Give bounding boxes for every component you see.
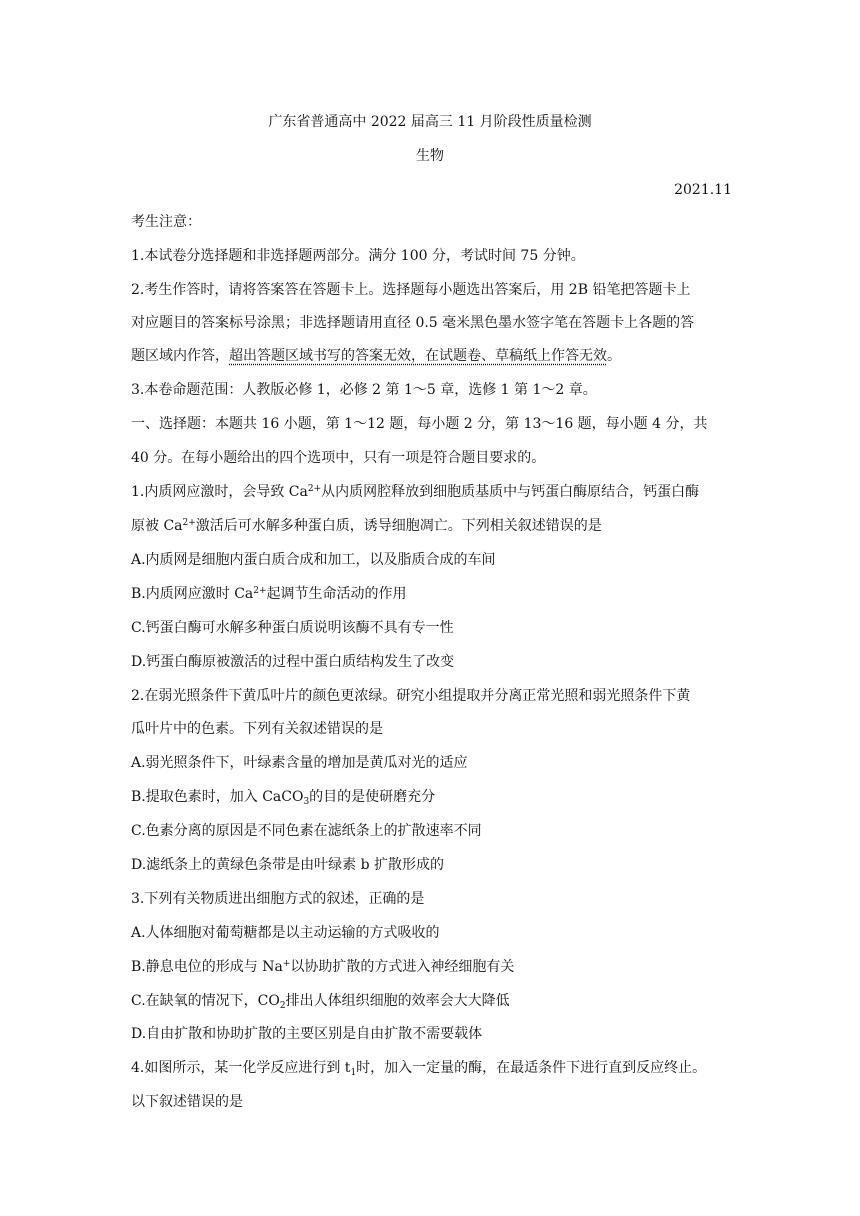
notice-emphasis-text: 超出答题区域书写的答案无效，在试题卷、草稿纸上作答无效 bbox=[229, 348, 607, 364]
notice-heading: 考生注意： bbox=[131, 214, 201, 230]
notice-item-2-line-1: 2.考生作答时，请将答案答在答题卡上。选择题每小题选出答案后，用 2B 铅笔把答题卡上 bbox=[131, 282, 691, 298]
q3-stem: 3.下列有关物质进出细胞方式的叙述，正确的是 bbox=[131, 891, 425, 907]
notice-plain-text: 题区域内作答， bbox=[131, 348, 229, 364]
q4-stem-text-b: 时，加入一定量的酶，在最适条件下进行直到反应终止。 bbox=[356, 1060, 707, 1076]
q4-stem-line-2: 以下叙述错误的是 bbox=[131, 1094, 243, 1110]
q2-option-d: D.滤纸条上的黄绿色条带是由叶绿素 b 扩散形成的 bbox=[131, 857, 445, 873]
exam-title: 广东省普通高中 2022 届高三 11 月阶段性质量检测 bbox=[268, 114, 592, 130]
q1-option-d: D.钙蛋白酶原被激活的过程中蛋白质结构发生了改变 bbox=[131, 654, 455, 670]
notice-item-2-line-3 bbox=[131, 346, 621, 366]
q3-option-b bbox=[131, 957, 514, 977]
q1-optb-text-b: 起调节生命活动的作用 bbox=[266, 586, 407, 602]
q2-optb-text-b: 的目的是使研磨充分 bbox=[309, 789, 436, 805]
notice-item-2-line-2: 对应题目的答案标号涂黑；非选择题请用直径 0.5 毫米黑色墨水签字笔在答题卡上各题的答 bbox=[131, 315, 695, 331]
q1-stem-line-1 bbox=[131, 482, 699, 502]
q1-stem-sup: 2+ bbox=[307, 484, 322, 494]
q3-optc-sub: 2 bbox=[279, 1001, 286, 1011]
q2-stem-line-2: 瓜叶片中的色素。下列有关叙述错误的是 bbox=[131, 721, 383, 737]
q4-stem-line-1 bbox=[131, 1058, 706, 1078]
exam-date: 2021.11 bbox=[674, 182, 732, 198]
q2-stem-line-1: 2.在弱光照条件下黄瓜叶片的颜色更浓绿。研究小组提取并分离正常光照和弱光照条件下黄 bbox=[131, 688, 691, 704]
notice-end-punct: 。 bbox=[607, 348, 621, 364]
q3-optc-text-b: 排出人体组织细胞的效率会大大降低 bbox=[285, 993, 510, 1009]
exam-subject: 生物 bbox=[416, 148, 444, 164]
q1-stem-text-a: 1.内质网应激时，会导致 Ca bbox=[131, 484, 308, 500]
q1-option-b bbox=[131, 584, 407, 604]
q4-stem-sub: 1 bbox=[350, 1068, 357, 1078]
q3-optb-text-b: 以协助扩散的方式进入神经细胞有关 bbox=[290, 959, 515, 975]
q2-optb-text-a: B.提取色素时，加入 CaCO bbox=[131, 789, 304, 805]
q1-optb-sup: 2+ bbox=[253, 586, 267, 596]
q1-option-c: C.钙蛋白酶可水解多种蛋白质说明该酶不具有专一性 bbox=[131, 620, 454, 636]
q3-optb-text-a: B.静息电位的形成与 Na bbox=[131, 959, 283, 975]
q1-stem2-text-b: 激活后可水解多种蛋白质，诱导细胞凋亡。下列相关叙述错误的是 bbox=[195, 518, 602, 534]
section-1-line-2: 40 分。在每小题给出的四个选项中，只有一项是符合题目要求的。 bbox=[131, 450, 546, 466]
section-1-line-1: 一、选择题：本题共 16 小题，第 1～12 题，每小题 2 分，第 13～16 题，每小题 4 分，共 bbox=[131, 416, 708, 432]
q2-optb-sub: 3 bbox=[303, 797, 310, 807]
q3-option-c bbox=[131, 991, 510, 1011]
q1-stem-line-2 bbox=[131, 516, 602, 536]
q3-optb-sup: + bbox=[282, 959, 291, 969]
q2-option-c: C.色素分离的原因是不同色素在滤纸条上的扩散速率不同 bbox=[131, 823, 482, 839]
q3-option-d: D.自由扩散和协助扩散的主要区别是自由扩散不需要载体 bbox=[131, 1026, 483, 1042]
q2-option-b bbox=[131, 787, 435, 807]
q1-option-a: A.内质网是细胞内蛋白质合成和加工，以及脂质合成的车间 bbox=[131, 552, 496, 568]
q3-optc-text-a: C.在缺氧的情况下，CO bbox=[131, 993, 280, 1009]
notice-item-3: 3.本卷命题范围：人教版必修 1，必修 2 第 1～5 章，选修 1 第 1～2 章。 bbox=[131, 382, 597, 398]
q1-stem-text-b: 从内质网腔释放到细胞质基质中与钙蛋白酶原结合，钙蛋白酶 bbox=[321, 484, 700, 500]
q3-option-a: A.人体细胞对葡萄糖都是以主动运输的方式吸收的 bbox=[131, 925, 440, 941]
q1-optb-text-a: B.内质网应激时 Ca bbox=[131, 586, 254, 602]
q1-stem2-sup: 2+ bbox=[182, 518, 196, 528]
q4-stem-text-a: 4.如图所示，某一化学反应进行到 t bbox=[131, 1060, 351, 1076]
notice-item-1: 1.本试卷分选择题和非选择题两部分。满分 100 分，考试时间 75 分钟。 bbox=[131, 248, 585, 264]
q1-stem2-text-a: 原被 Ca bbox=[131, 518, 183, 534]
q2-option-a: A.弱光照条件下，叶绿素含量的增加是黄瓜对光的适应 bbox=[131, 755, 468, 771]
